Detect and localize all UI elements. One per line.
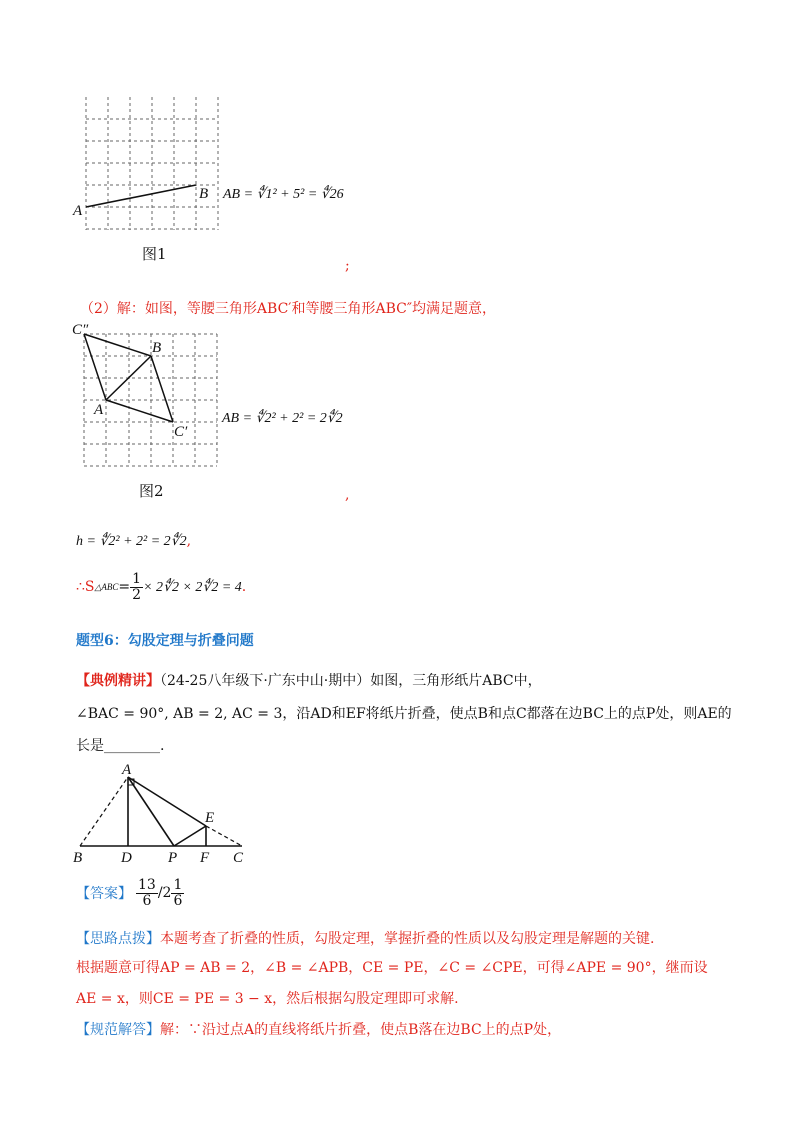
answer-line: 【答案】 $\frac{13}{6}$ /2 $\frac{1}{6}$: [76, 877, 183, 909]
fig2-caption: 图2: [139, 482, 164, 500]
point-c1-label: C′: [174, 424, 188, 440]
dashed-ec: [206, 826, 242, 846]
fig2-formula: AB = ∜2² + 2² = 2∜2: [222, 411, 343, 426]
point-b-label-3: B: [73, 850, 83, 866]
part2-intro: （2）解：如图，等腰三角形ABC′和等腰三角形ABC″均满足题意，: [80, 301, 497, 317]
segment-pe: [174, 826, 206, 846]
fig1-trailing: ;: [345, 258, 350, 274]
point-p-label: P: [168, 850, 178, 866]
point-b-label-2: B: [152, 340, 162, 356]
point-f-label: F: [200, 850, 210, 866]
hint-line-2: 根据题意可得AP = AB = 2，∠B = ∠APB，CE = PE，∠C = ∠CPE，可得∠APE = 90°，继而设: [76, 960, 708, 976]
point-c2-label: C″: [72, 322, 89, 338]
fig1-formula: AB = ∜1² + 5² = ∜26: [223, 187, 344, 202]
solution-line-1: 【规范解答】解：∵沿过点A的直线将纸片折叠，使点B落在边BC上的点P处，: [76, 1022, 562, 1038]
point-d-label: D: [121, 850, 132, 866]
point-a-label: A: [73, 203, 83, 219]
section-title: 题型6：勾股定理与折叠问题: [76, 633, 254, 649]
hint-line-1: 【思路点拨】本题考查了折叠的性质，勾股定理，掌握折叠的性质以及勾股定理是解题的关键.: [76, 931, 655, 947]
dashed-ab: [80, 777, 128, 846]
point-a-label-2: A: [94, 402, 104, 418]
example-line-3: 长是________.: [76, 738, 165, 754]
example-line-2: ∠BAC = 90°, AB = 2, AC = 3，沿AD和EF将纸片折叠，使点B和点C都落在边BC上的点P处，则AE的: [76, 706, 732, 722]
segment-ap: [128, 777, 174, 846]
segment-ae: [128, 777, 206, 826]
hint-line-3: AE = x，则CE = PE = 3 − x，然后根据勾股定理即可求解.: [76, 991, 459, 1007]
equation-s: ∴S △ABC = $\frac{1}{2}$ × 2∜2 × 2∜2 = 4 .: [76, 571, 247, 603]
equation-h: h = ∜2² + 2² = 2∜2,: [76, 533, 192, 549]
fig2-trailing: ,: [345, 487, 350, 503]
point-b-label: B: [199, 186, 209, 202]
point-a-label-3: A: [122, 762, 132, 778]
point-c-label: C: [233, 850, 244, 866]
example-line-1: 【典例精讲】（24-25八年级下·广东中山·期中）如图，三角形纸片ABC中，: [76, 673, 542, 689]
fig1-caption: 图1: [142, 245, 167, 263]
point-e-label: E: [205, 810, 215, 826]
